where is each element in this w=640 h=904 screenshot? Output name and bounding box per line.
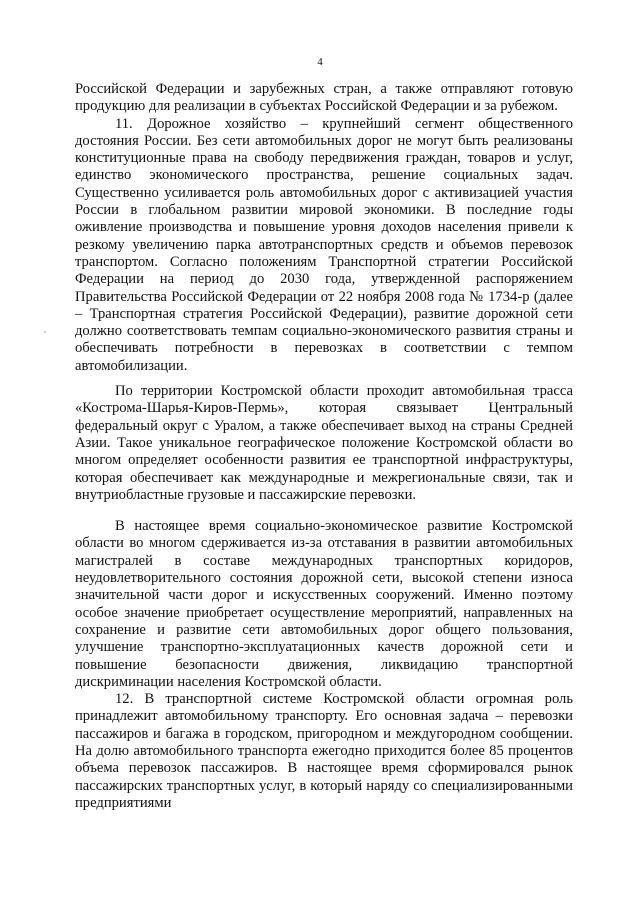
paragraph-development-constraints: В настоящее время социально-экономическое развитие Костромской области во многом сдерживается из-за отставания в развитии автомобильных магистралей в составе международных транспортных коридоров, неудовлетворительного состояния дорожной сети, высокой степени износа значительной части дорог и искусственных сооружений. Именно поэтому особое значение приобретает осуществление мероприятий, направленных на сохранение и развитие сети автомобильных дорог общего пользования, улучшение транспортно-эксплуатационных качеств дорожной сети и повышение безопасности движения, ликвидацию транспортной дискриминации населения Костромской области. [75,518,573,690]
paragraph-highway-route: По территории Костромской области проходит автомобильная трасса «Кострома-Шарья-Киров-Пермь», которая связывает Центральный федеральный округ с Уралом, а также обеспечивает выход на страны Средней Азии. Такое уникальное географическое положение Костромской области во многом определяет особенности развития ее транспортной инфраструктуры, которая обеспечивает как международные и межрегиональные связи, так и внутриобластные грузовые и пассажирские перевозки. [75,383,573,503]
paragraph-continuation: Российской Федерации и зарубежных стран, а также отправляют готовую продукцию для реализации в субъектах Российской Федерации и за рубежом. [75,81,573,115]
paragraph-road-transport: 12. В транспортной системе Костромской области огромная роль принадлежит автомобильному транспорту. Его основная задача – перевозки пассажиров и багажа в городском, пригородном и междугородном сообщении. На долю автомобильного транспорта ежегодно приходится более 85 процентов объема перевозок пассажиров. В настоящее время сформировался рынок пассажирских транспортных услуг, в который наряду со специализированными предприятиями [75,691,573,811]
scan-speck [44,331,46,333]
document-body [75,81,573,812]
page-number: 4 [317,56,323,68]
paragraph-road-sector: 11. Дорожное хозяйство – крупнейший сегмент общественного достояния России. Без сети автомобильных дорог не могут быть реализованы конституционные права на свободу передвижения граждан, товаров и услуг, единство экономического пространства, решение социальных задач. Существенно усиливается роль автомобильных дорог с активизацией участия России в глобальном развитии мировой экономики. В последние годы оживление производства и повышение уровня доходов населения привели к резкому увеличению парка автотранспортных средств и объемов перевозок транспортом. Согласно положениям Транспортной стратегии Российской Федерации на период до 2030 года, утвержденной распоряжением Правительства Российской Федерации от 22 ноября 2008 года № 1734-р (далее – Транспортная стратегия Российской Федерации), развитие дорожной сети должно соответствовать темпам социально-экономического развития страны и обеспечивать потребности в перевозках в соответствии с темпом автомобилизации. [75,115,573,374]
